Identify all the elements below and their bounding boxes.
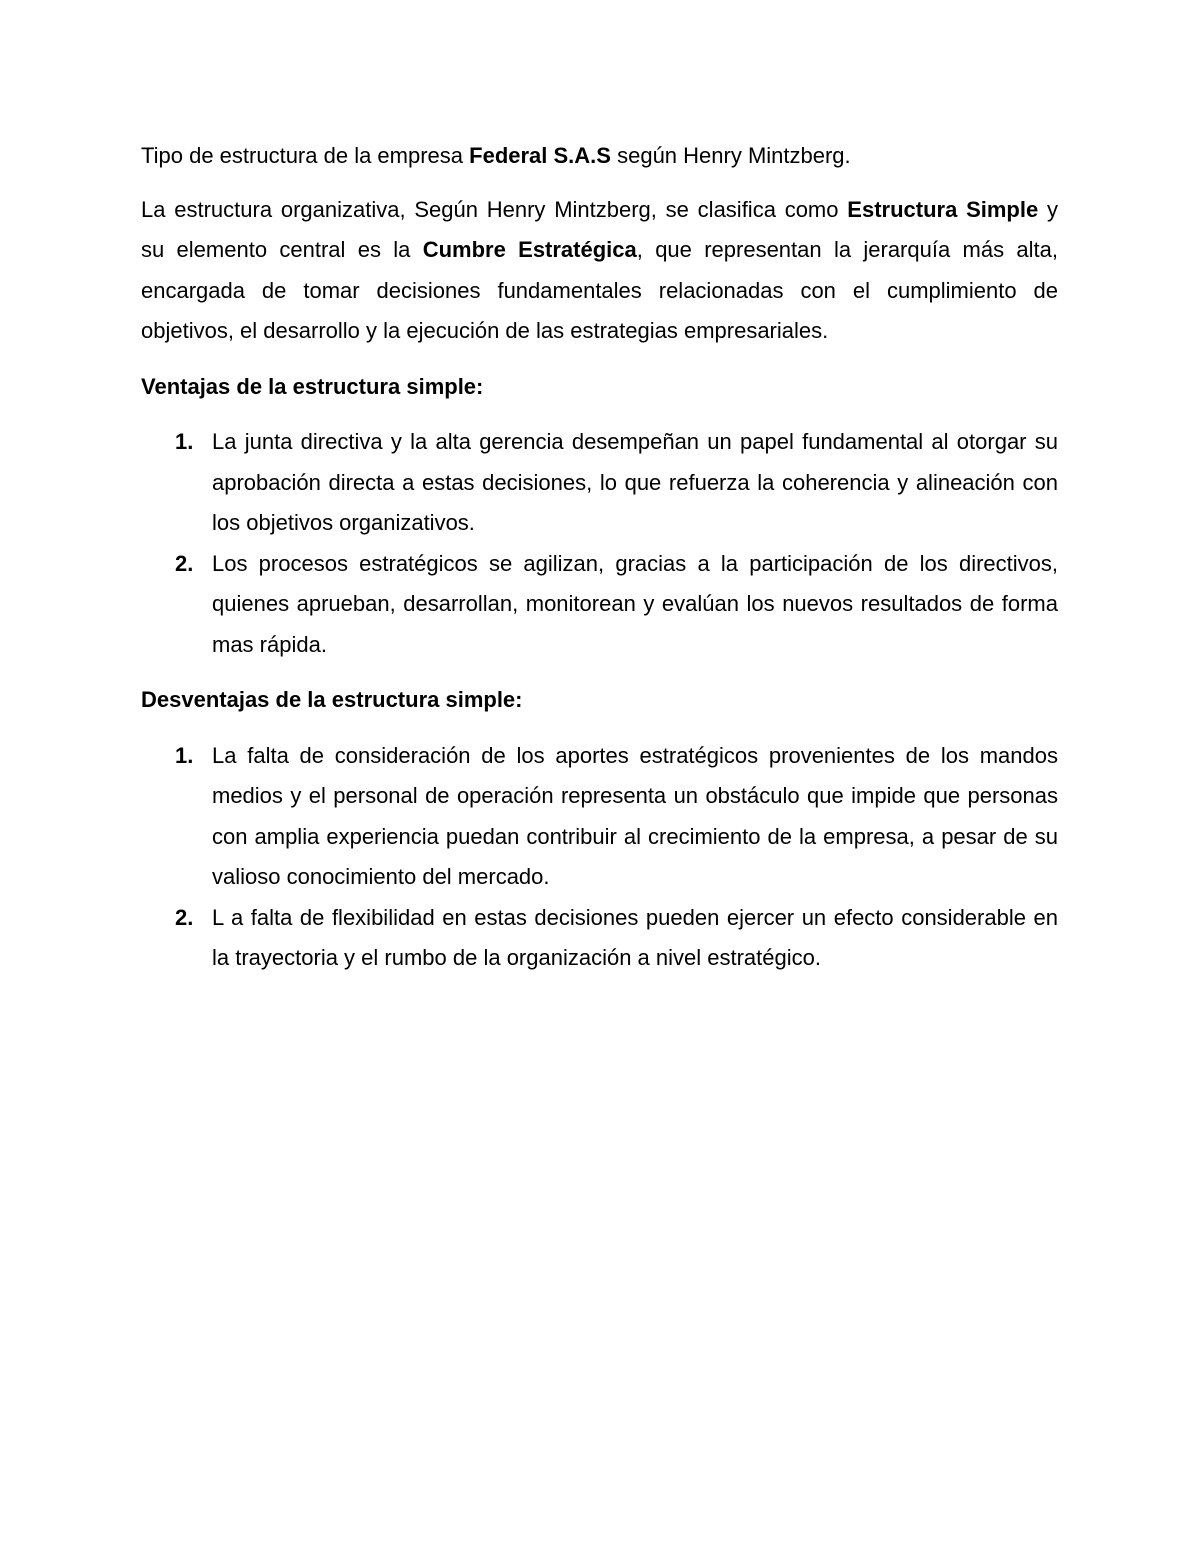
list-item-number: 2. (175, 550, 194, 576)
list-item (141, 898, 1058, 979)
advantages-list (141, 422, 1058, 665)
list-item (141, 422, 1058, 544)
document-page (141, 136, 1058, 994)
title-prefix: Tipo de estructura de la empresa (141, 143, 470, 168)
intro-bold-structure: Estructura Simple (847, 196, 1039, 222)
list-item-text: La junta directiva y la alta gerencia desempeñan un papel fundamental al otorgar su aprobación directa a estas decisiones, lo que refuerza la coherencia y alineación con los objetivos organizativos. (212, 429, 1058, 535)
disadvantages-list (141, 736, 1058, 979)
list-item-number: 2. (175, 904, 194, 930)
list-item-text: La falta de consideración de los aportes estratégicos provenientes de los mandos medios y el personal de operación representa un obstáculo que impide que personas con amplia experiencia puedan contribuir al crecimiento de la empresa, a pesar de su valioso conocimiento del mercado. (212, 742, 1058, 889)
list-item-number: 1. (175, 429, 194, 454)
list-item-text: L a falta de flexibilidad en estas decisiones pueden ejercer un efecto considerable en la trayectoria y el rumbo de la organización a nivel estratégico. (212, 904, 1058, 970)
list-item (141, 544, 1058, 666)
intro-text-2: y su elemento central es la (141, 196, 1059, 262)
intro-text-1: La estructura organizativa, Según Henry Mintzberg, se clasifica como (141, 196, 848, 222)
document-title (141, 136, 1058, 177)
list-item-number: 1. (175, 742, 194, 768)
title-suffix: según Henry Mintzberg. (610, 143, 851, 168)
list-item-text: Los procesos estratégicos se agilizan, gracias a la participación de los directivos, quienes aprueban, desarrollan, monitorean y evalúan los nuevos resultados de forma mas rápida. (212, 550, 1058, 657)
intro-paragraph (141, 190, 1058, 352)
advantages-heading: Ventajas de la estructura simple: (141, 373, 484, 399)
list-item (141, 736, 1058, 898)
intro-text-3: , que representan la jerarquía más alta, encargada de tomar decisiones fundamentales relacionadas con el cumplimiento de objetivos, el desarrollo y la ejecución de las estrategias empresariales. (141, 237, 1058, 343)
company-name: Federal S.A.S (469, 143, 611, 168)
intro-bold-summit: Cumbre Estratégica (422, 237, 637, 262)
disadvantages-heading: Desventajas de la estructura simple: (141, 687, 523, 712)
